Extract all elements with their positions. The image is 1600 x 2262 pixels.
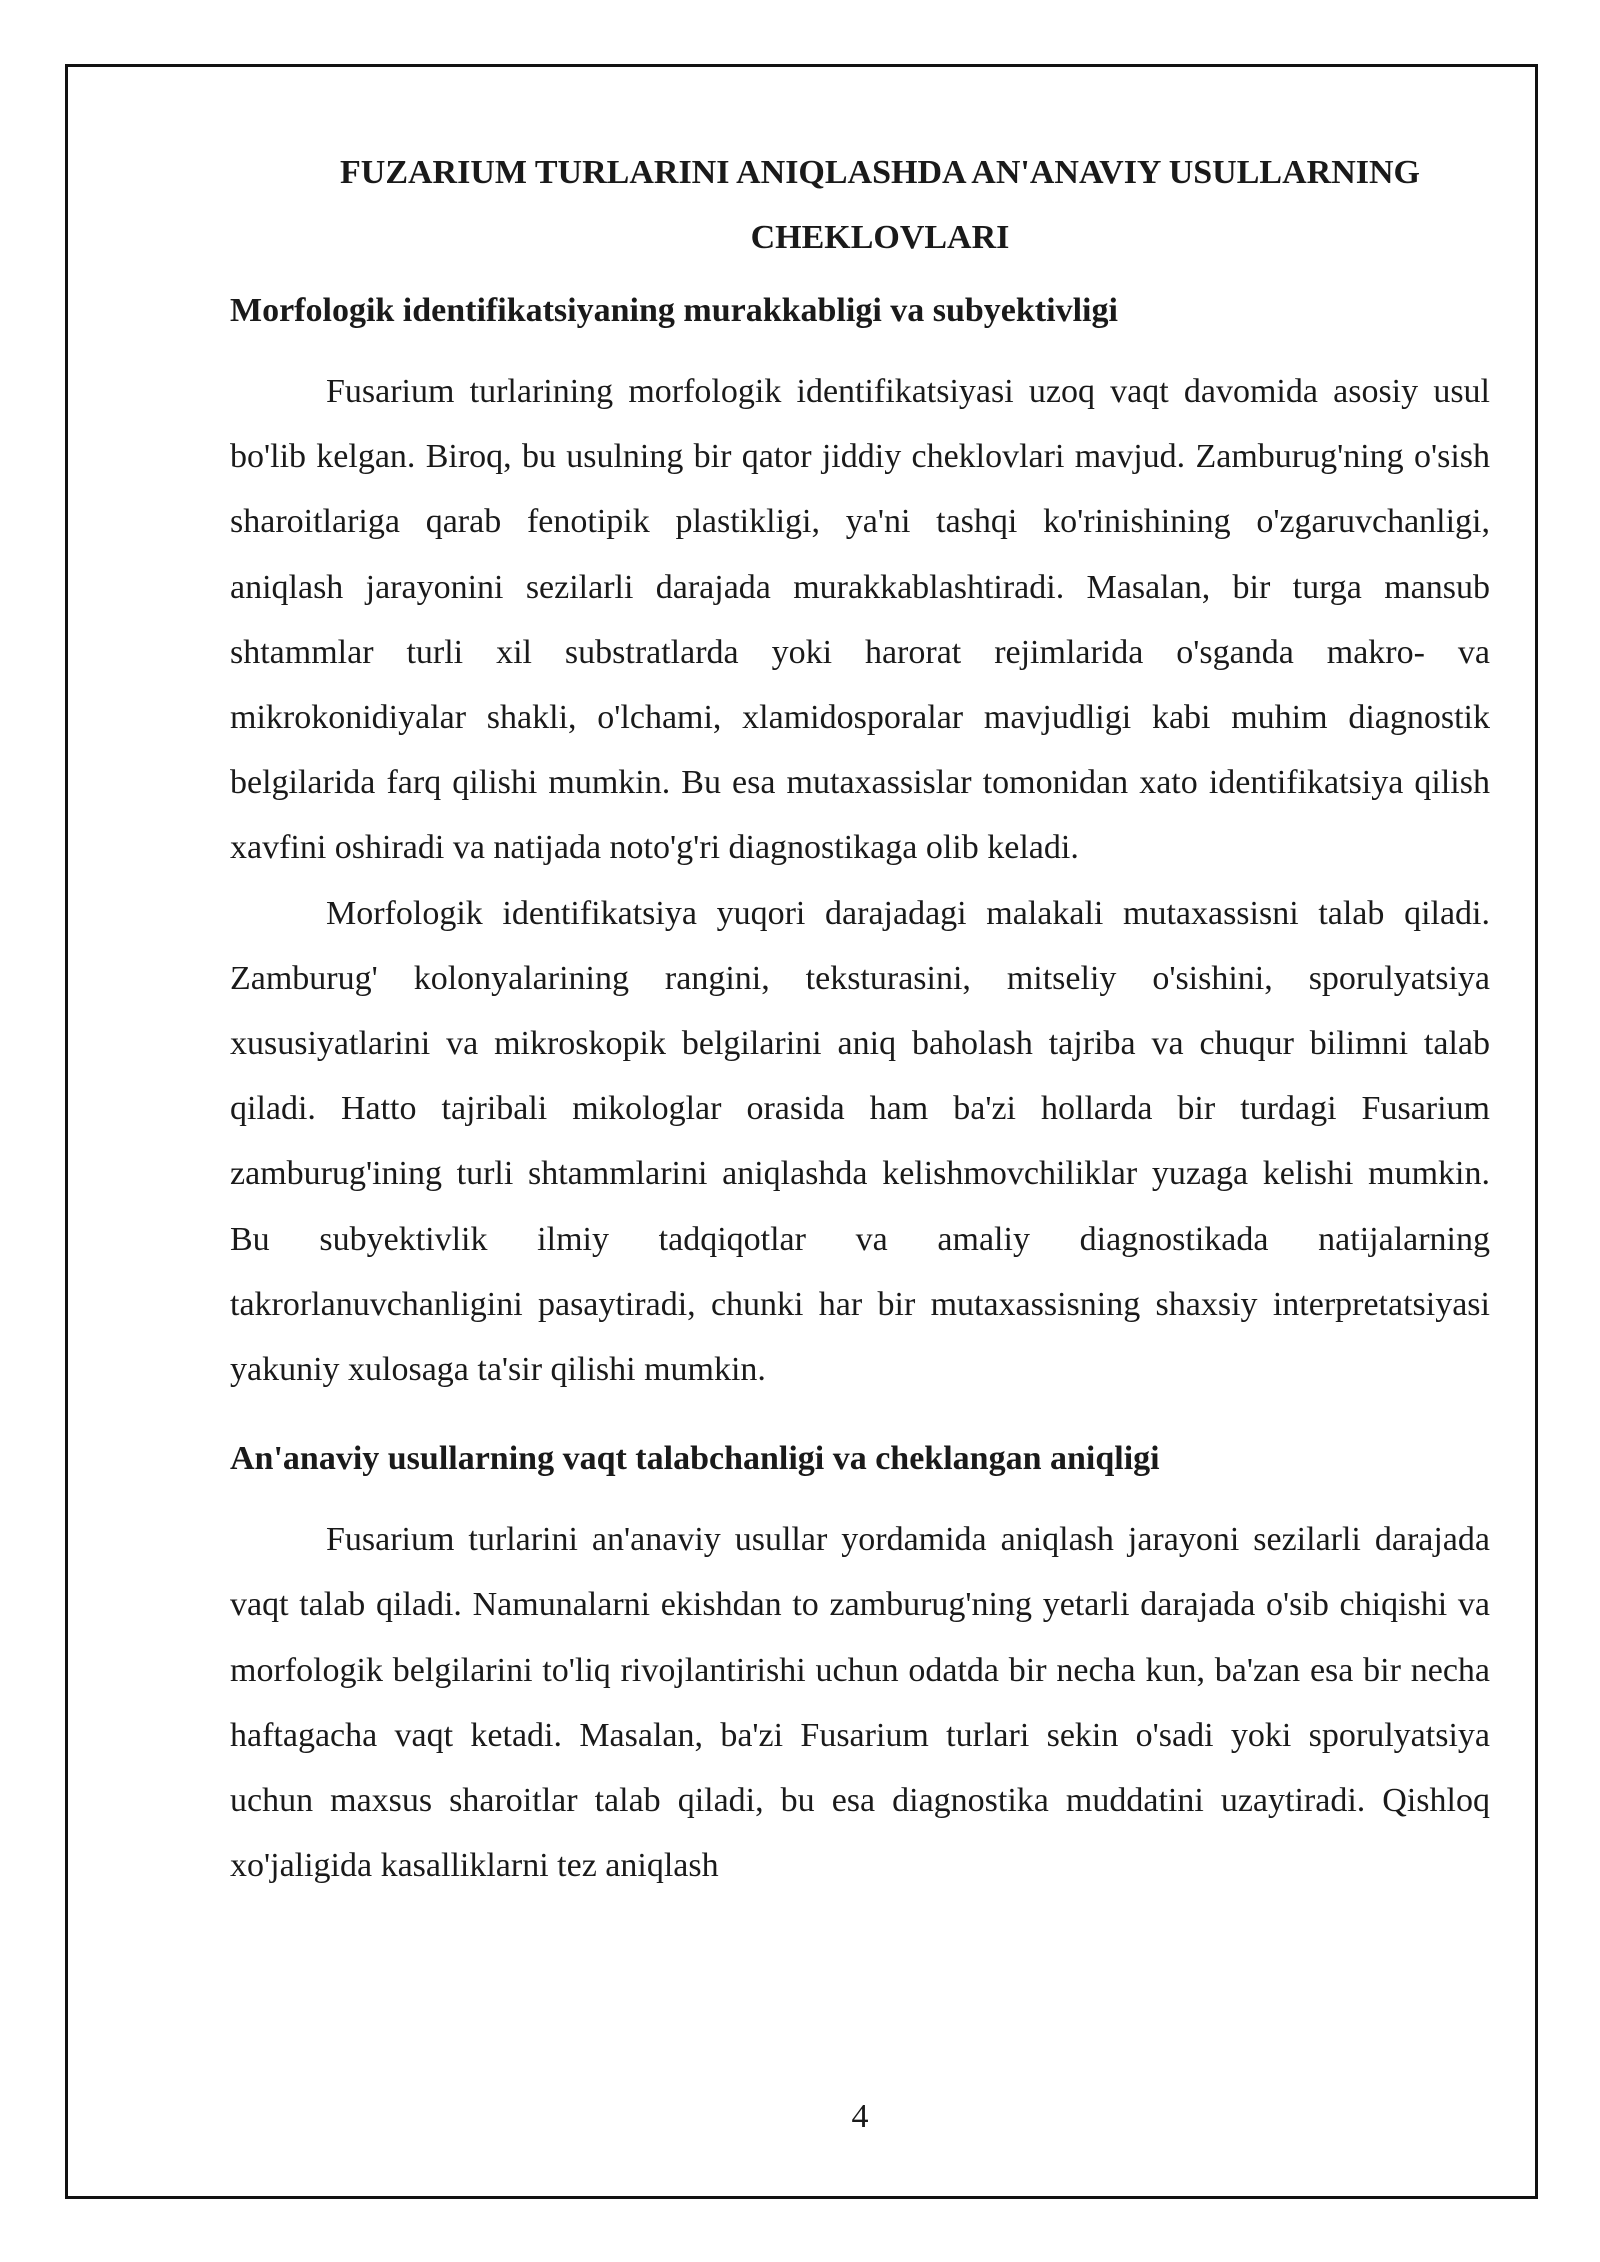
section-heading-morphology: Morfologik identifikatsiyaning murakkabligi va subyektivligi bbox=[230, 292, 1118, 329]
paragraph: Fusarium turlarini an'anaviy usullar yordamida aniqlash jarayoni sezilarli darajada vaqt talab qiladi. Namunalarni ekishdan to zamburug'ning yetarli darajada o'sib chiqishi va morfologik belgilarini to'liq rivojlantirishi uchun odatda bir necha kun, ba'zan esa bir necha haftagacha vaqt ketadi. Masalan, ba'zi Fusarium turlari sekin o'sadi yoki sporulyatsiya uchun maxsus sharoitlar talab qiladi, bu esa diagnostika muddatini uzaytiradi. Qishloq xo'jaligida kasalliklarni tez aniqlash bbox=[230, 1521, 1490, 1885]
paragraph: Morfologik identifikatsiya yuqori darajadagi malakali mutaxassisni talab qiladi. Zamburug' kolonyalarining rangini, teksturasini, mitseliy o'sishini, sporulyatsiya xususiyatlarini va mikroskopik belgilarini aniq baholash tajriba va chuqur bilimni talab qiladi. Hatto tajribali mikologlar orasida ham ba'zi hollarda bir turdagi Fusarium zamburug'ining turli shtammlarini aniqlashda kelishmovchiliklar yuzaga kelishi mumkin. Bu subyektivlik ilmiy tadqiqotlar va amaliy diagnostikada natijalarning takrorlanuvchanligini pasaytiradi, chunki har bir mutaxassisning shaxsiy interpretatsiyasi yakuniy xulosaga ta'sir qilishi mumkin. bbox=[230, 894, 1490, 1389]
page-number: 4 bbox=[851, 2098, 869, 2135]
section-heading-time: An'anaviy usullarning vaqt talabchanligi va cheklangan aniqligi bbox=[230, 1440, 1160, 1478]
document-title: FUZARIUM TURLARINI ANIQLASHDA AN'ANAVIY USULLARNING CHEKLOVLARI bbox=[340, 154, 1420, 256]
document-body bbox=[230, 140, 1490, 1898]
paragraph: Fusarium turlarining morfologik identifikatsiyasi uzoq vaqt davomida asosiy usul bo'lib kelgan. Biroq, bu usulning bir qator jiddiy cheklovlari mavjud. Zamburug'ning o'sish sharoitlariga qarab fenotipik plastikligi, ya'ni tashqi ko'rinishining o'zgaruvchanligi, aniqlash jarayonini sezilarli darajada murakkablashtiradi. Masalan, bir turga mansub shtammlar turli xil substratlarda yoki harorat rejimlarida o'sganda makro- va mikrokonidiyalar shakli, o'lchami, xlamidosporalar mavjudligi kabi muhim diagnostik belgilarida farq qilishi mumkin. Bu esa mutaxassislar tomonidan xato identifikatsiya qilish xavfini oshiradi va natijada noto'g'ri diagnostikaga olib keladi. bbox=[230, 373, 1490, 867]
